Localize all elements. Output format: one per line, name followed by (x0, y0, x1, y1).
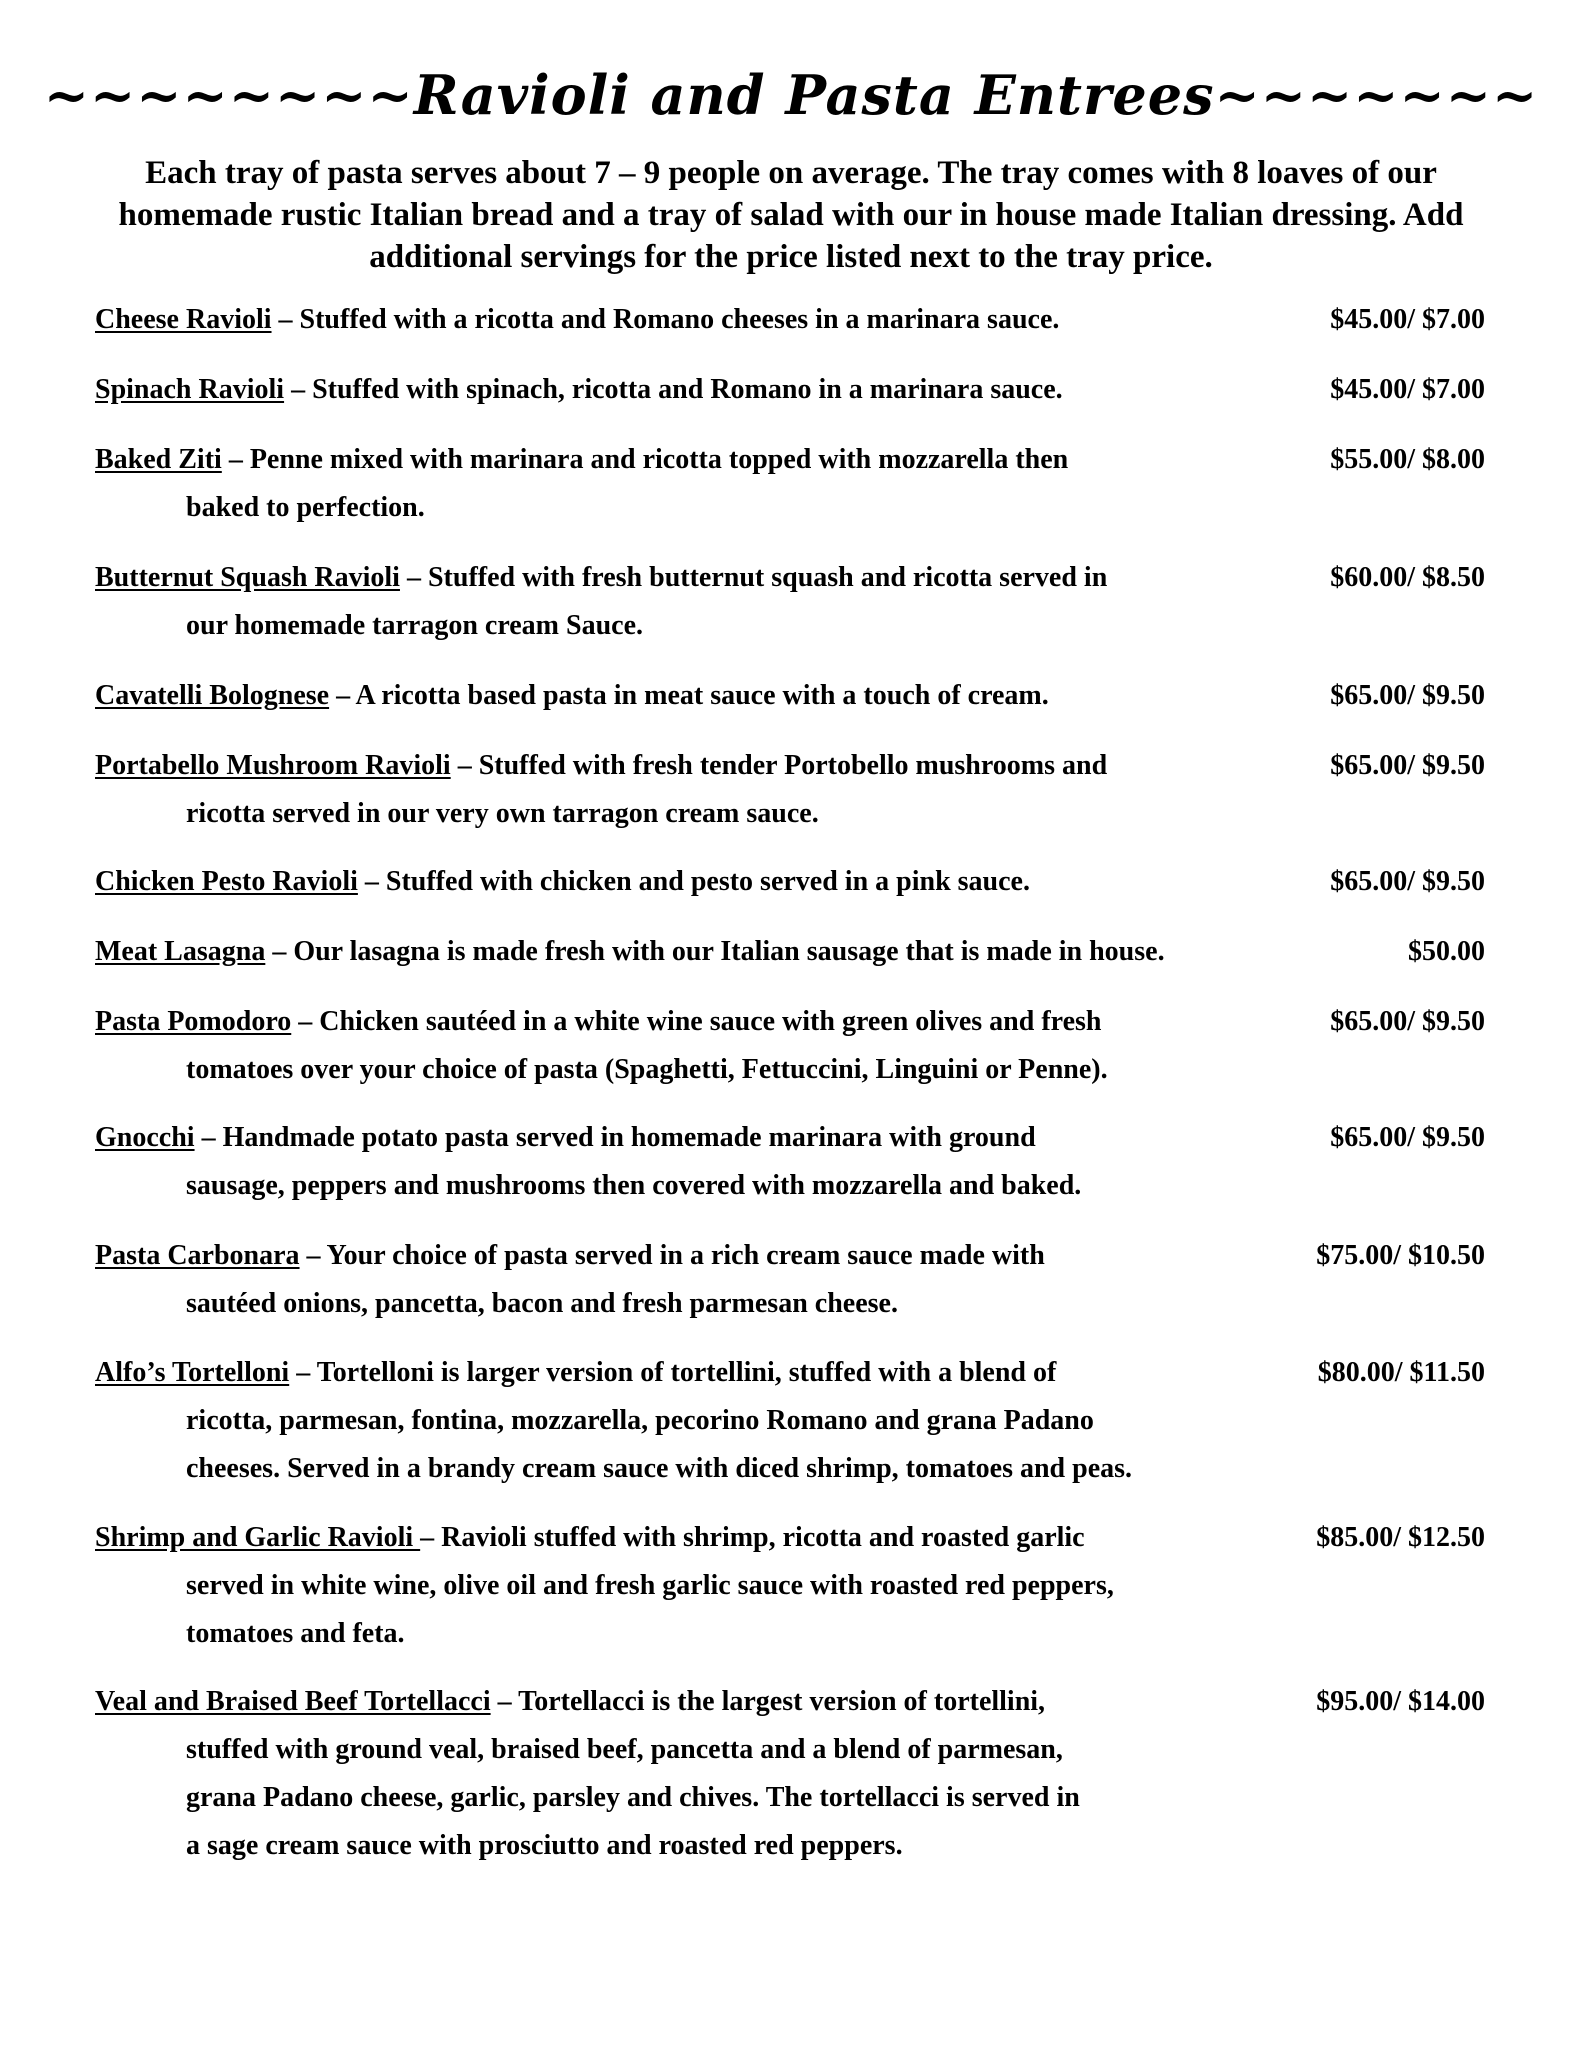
item-price: $65.00/ $9.50 (1330, 750, 1485, 781)
item-description: – Stuffed with chicken and pesto served in a pink sauce. (357, 866, 1030, 897)
item-name: Chicken Pesto Ravioli (95, 866, 358, 897)
item-description: – Tortellacci is the largest version of tortellini, (490, 1686, 1046, 1717)
item-description: – Your choice of pasta served in a rich cream sauce made with (299, 1240, 1045, 1271)
item-name: Pasta Carbonara (95, 1240, 300, 1271)
item-price: $95.00/ $14.00 (1316, 1686, 1485, 1717)
item-price: $45.00/ $7.00 (1330, 304, 1485, 335)
item-description: – Stuffed with a ricotta and Romano cheeses in a marinara sauce. (271, 304, 1060, 335)
menu-item-gnocchi (95, 1114, 1485, 1210)
item-price: $65.00/ $9.50 (1330, 866, 1485, 897)
item-description: – Penne mixed with marinara and ricotta topped with mozzarella then (221, 444, 1069, 475)
item-price: $60.00/ $8.50 (1330, 562, 1485, 593)
item-description-cont: stuffed with ground veal, braised beef, pancetta and a blend of parmesan, (186, 1734, 1063, 1765)
item-description-cont: tomatoes and feta. (186, 1618, 405, 1649)
item-name: Baked Ziti (95, 444, 222, 475)
item-name: Cavatelli Bolognese (95, 680, 330, 711)
menu-item-pasta-pomodoro (95, 998, 1485, 1094)
item-description-cont: sautéed onions, pancetta, bacon and fresh parmesan cheese. (186, 1288, 898, 1319)
item-description: – Our lasagna is made fresh with our Italian sausage that is made in house. (265, 936, 1165, 967)
item-price: $85.00/ $12.50 (1316, 1522, 1485, 1553)
item-name: Portabello Mushroom Ravioli (95, 750, 451, 781)
intro-paragraph: Each tray of pasta serves about 7 – 9 people on average. The tray comes with 8 loaves of our homemade rustic Italian bread and a tray of salad with our in house made Italian dressing. Add additional servings for the price listed next to the tray price. (118, 155, 1464, 275)
item-description-cont: tomatoes over your choice of pasta (Spaghetti, Fettuccini, Linguini or Penne). (186, 1054, 1108, 1085)
item-name: Spinach Ravioli (95, 374, 285, 405)
item-description-cont: grana Padano cheese, garlic, parsley and chives. The tortellacci is served in (186, 1782, 1080, 1813)
item-description: – Stuffed with fresh butternut squash and ricotta served in (399, 562, 1108, 593)
item-name: Meat Lasagna (95, 936, 266, 967)
page-title: ~~~~~~~~Ravioli and Pasta Entrees~~~~~~~ (43, 63, 1539, 127)
item-price: $80.00/ $11.50 (1317, 1357, 1485, 1388)
item-description-cont: served in white wine, olive oil and fresh garlic sauce with roasted red peppers, (186, 1570, 1114, 1601)
item-description: – Stuffed with fresh tender Portobello mushrooms and (450, 750, 1108, 781)
item-price: $75.00/ $10.50 (1316, 1240, 1485, 1271)
item-name: Butternut Squash Ravioli (95, 562, 400, 593)
item-name: Cheese Ravioli (95, 304, 272, 335)
item-name: Pasta Pomodoro (95, 1006, 292, 1037)
item-description-cont: ricotta served in our very own tarragon cream sauce. (186, 798, 819, 829)
item-name: Gnocchi (95, 1122, 195, 1153)
item-name: Shrimp and Garlic Ravioli (95, 1522, 421, 1553)
item-description: – Chicken sautéed in a white wine sauce with green olives and fresh (291, 1006, 1102, 1037)
item-description-cont: baked to perfection. (186, 492, 425, 523)
menu-item-shrimp-and-garlic-ravioli (95, 1514, 1485, 1658)
menu-item-alfos-tortelloni (95, 1349, 1485, 1493)
menu-item-meat-lasagna (95, 928, 1485, 976)
menu-item-spinach-ravioli (95, 366, 1485, 414)
item-price: $65.00/ $9.50 (1330, 680, 1485, 711)
menu-item-veal-and-braised-beef-tortellacci (95, 1678, 1485, 1870)
item-price: $55.00/ $8.00 (1330, 444, 1485, 475)
item-price: $65.00/ $9.50 (1330, 1122, 1485, 1153)
item-description-cont: sausage, peppers and mushrooms then covered with mozzarella and baked. (186, 1170, 1082, 1201)
item-name: Alfo’s Tortelloni (95, 1357, 290, 1388)
item-description: – Handmade potato pasta served in homemade marinara with ground (194, 1122, 1036, 1153)
item-description: – Stuffed with spinach, ricotta and Romano in a marinara sauce. (284, 374, 1063, 405)
item-price: $45.00/ $7.00 (1330, 374, 1485, 405)
item-name: Veal and Braised Beef Tortellacci (95, 1686, 491, 1717)
menu-item-cheese-ravioli (95, 296, 1485, 344)
menu-item-cavatelli-bolognese (95, 672, 1485, 720)
item-description: – A ricotta based pasta in meat sauce with a touch of cream. (329, 680, 1049, 711)
menu-item-butternut-squash-ravioli (95, 554, 1485, 650)
item-description-cont: ricotta, parmesan, fontina, mozzarella, pecorino Romano and grana Padano (186, 1405, 1094, 1436)
menu-item-pasta-carbonara (95, 1232, 1485, 1328)
item-description-cont: a sage cream sauce with prosciutto and roasted red peppers. (186, 1830, 903, 1861)
item-description: – Tortelloni is larger version of tortellini, stuffed with a blend of (289, 1357, 1057, 1388)
item-price: $65.00/ $9.50 (1330, 1006, 1485, 1037)
menu-item-chicken-pesto-ravioli (95, 858, 1485, 906)
item-description: – Ravioli stuffed with shrimp, ricotta and roasted garlic (420, 1522, 1085, 1553)
item-description-cont: cheeses. Served in a brandy cream sauce with diced shrimp, tomatoes and peas. (186, 1453, 1133, 1484)
item-description-cont: our homemade tarragon cream Sauce. (186, 610, 643, 641)
menu-item-baked-ziti (95, 436, 1485, 532)
menu-item-portabello-mushroom-ravioli (95, 742, 1485, 838)
item-price: $50.00 (1408, 936, 1485, 967)
